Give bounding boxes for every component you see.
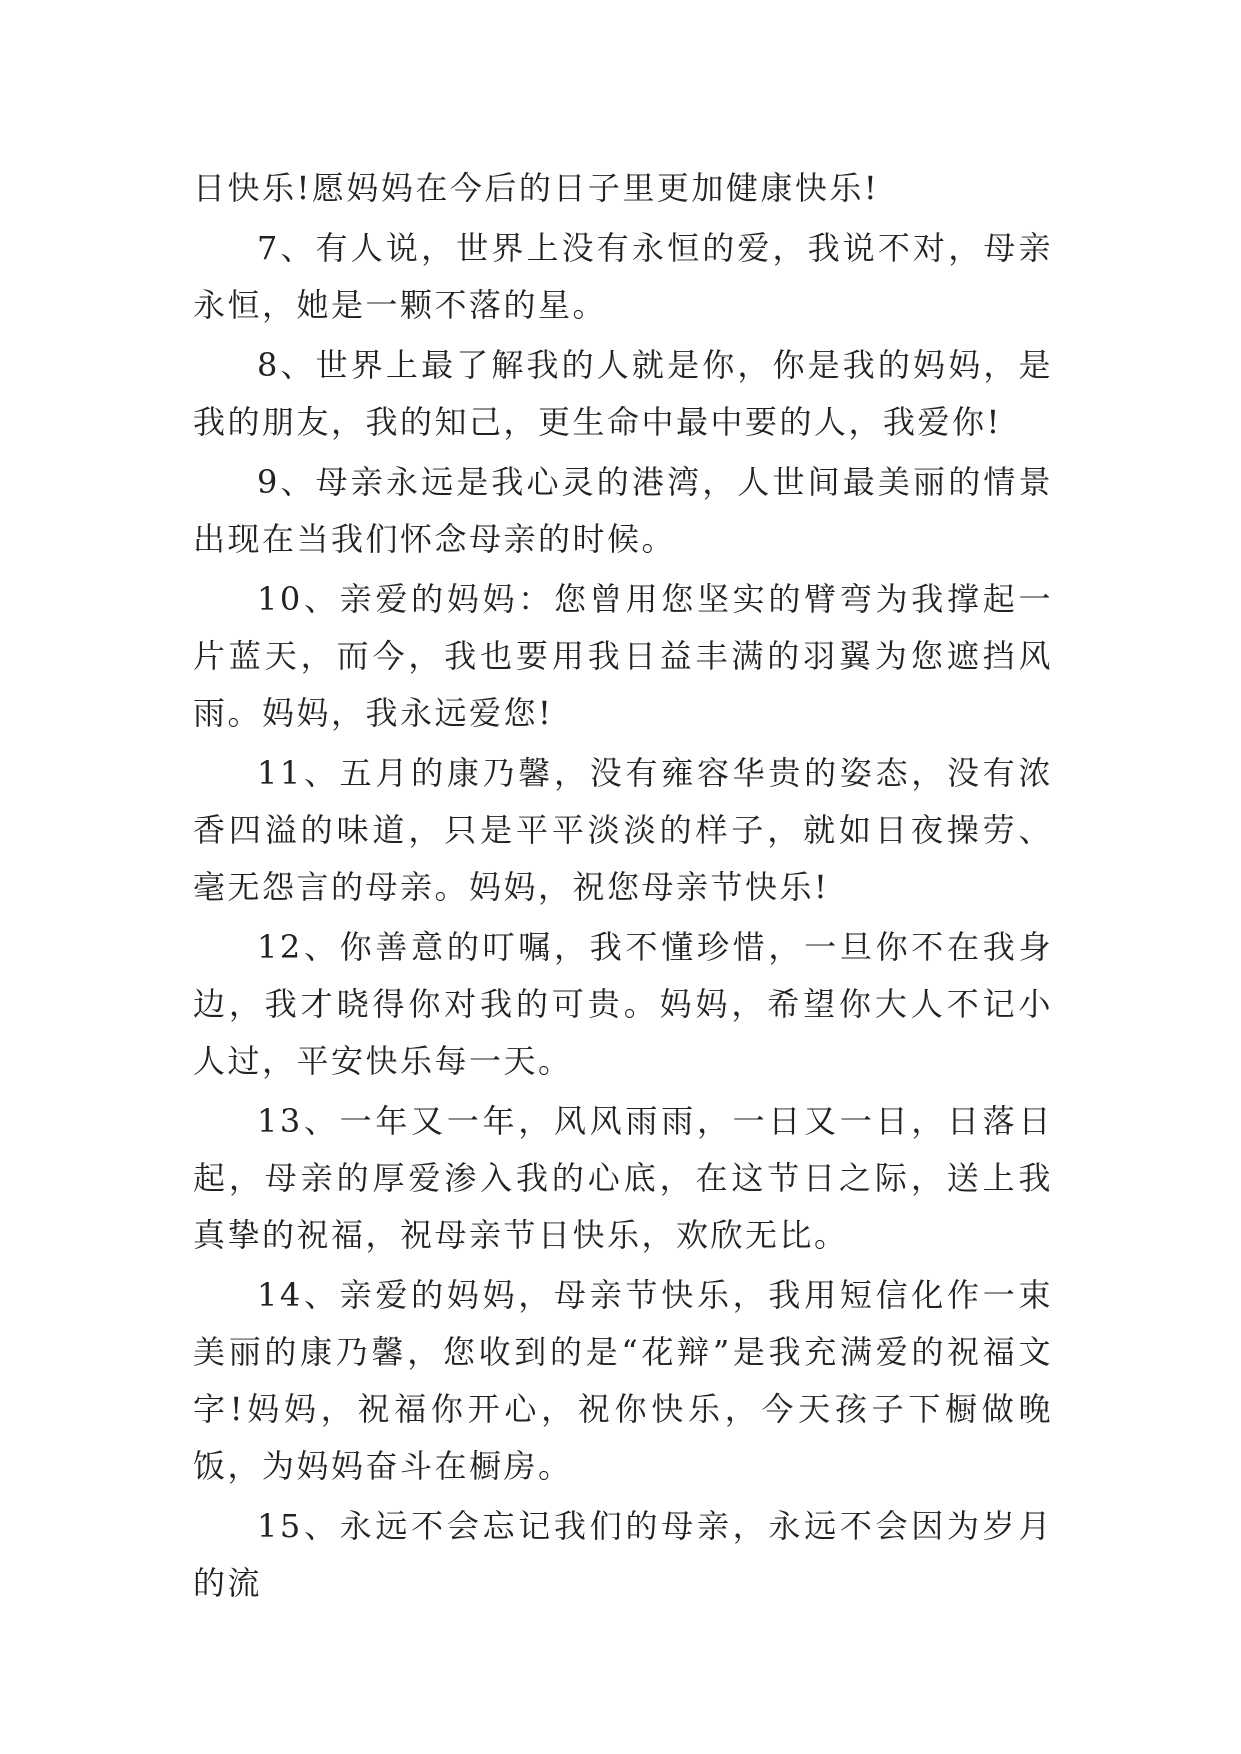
paragraph-8: 8、世界上最了解我的人就是你，你是我的妈妈，是我的朋友，我的知己，更生命中最中要的人，我爱你! <box>193 346 1053 441</box>
paragraph-7: 7、有人说，世界上没有永恒的爱，我说不对，母亲永恒，她是一颗不落的星。 <box>193 229 1053 324</box>
paragraph-13: 13、一年又一年，风风雨雨，一日又一日，日落日起，母亲的厚爱渗入我的心底，在这节日之际，送上我真挚的祝福，祝母亲节日快乐，欢欣无比。 <box>193 1102 1053 1254</box>
paragraph-15: 15、永远不会忘记我们的母亲，永远不会因为岁月的流 <box>193 1507 1053 1602</box>
paragraph-9: 9、母亲永远是我心灵的港湾，人世间最美丽的情景出现在当我们怀念母亲的时候。 <box>193 463 1053 558</box>
paragraph-10: 10、亲爱的妈妈：您曾用您坚实的臂弯为我撑起一片蓝天，而今，我也要用我日益丰满的羽翼为您遮挡风雨。妈妈，我永远爱您! <box>193 580 1053 732</box>
paragraph-14: 14、亲爱的妈妈，母亲节快乐，我用短信化作一束美丽的康乃馨，您收到的是“花辩”是我充满爱的祝福文字!妈妈，祝福你开心，祝你快乐，今天孩子下橱做晚饭，为妈妈奋斗在橱房。 <box>193 1276 1053 1485</box>
paragraph-continued: 日快乐!愿妈妈在今后的日子里更加健康快乐! <box>193 169 880 207</box>
document-body <box>193 160 1053 1615</box>
paragraph-12: 12、你善意的叮嘱，我不懂珍惜，一旦你不在我身边，我才晓得你对我的可贵。妈妈，希望你大人不记小人过，平安快乐每一天。 <box>193 928 1053 1080</box>
paragraph-11: 11、五月的康乃馨，没有雍容华贵的姿态，没有浓香四溢的味道，只是平平淡淡的样子，就如日夜操劳、毫无怨言的母亲。妈妈，祝您母亲节快乐! <box>193 754 1053 906</box>
